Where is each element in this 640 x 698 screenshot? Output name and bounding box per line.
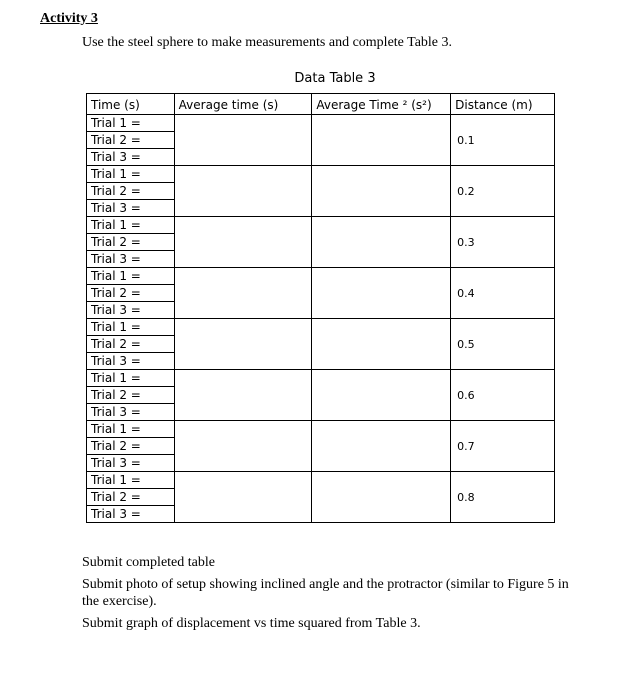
table-header-row xyxy=(87,94,555,115)
table-row xyxy=(87,166,555,183)
average-time-squared-cell[interactable] xyxy=(312,421,451,472)
trial-label: Trial 3 = xyxy=(87,200,175,217)
table-row xyxy=(87,319,555,336)
trial-label: Trial 2 = xyxy=(87,336,175,353)
header-average-time-squared: Average Time ² (s²) xyxy=(312,94,451,115)
footer-submit-graph: Submit graph of displacement vs time squared from Table 3. xyxy=(82,616,421,631)
distance-cell: 0.6 xyxy=(451,370,555,421)
activity-instruction: Use the steel sphere to make measurements and complete Table 3. xyxy=(82,35,453,50)
average-time-cell[interactable] xyxy=(174,268,312,319)
average-time-cell[interactable] xyxy=(174,166,312,217)
trial-label: Trial 2 = xyxy=(87,438,175,455)
average-time-cell[interactable] xyxy=(174,472,312,523)
average-time-squared-cell[interactable] xyxy=(312,217,451,268)
average-time-squared-cell[interactable] xyxy=(312,115,451,166)
trial-label: Trial 3 = xyxy=(87,506,175,523)
average-time-cell[interactable] xyxy=(174,421,312,472)
average-time-squared-cell[interactable] xyxy=(312,370,451,421)
trial-label: Trial 2 = xyxy=(87,285,175,302)
table-row xyxy=(87,268,555,285)
trial-label: Trial 2 = xyxy=(87,489,175,506)
table-body xyxy=(87,115,555,523)
trial-label: Trial 3 = xyxy=(87,149,175,166)
table-row xyxy=(87,115,555,132)
distance-cell: 0.1 xyxy=(451,115,555,166)
distance-cell: 0.3 xyxy=(451,217,555,268)
distance-cell: 0.4 xyxy=(451,268,555,319)
average-time-cell[interactable] xyxy=(174,319,312,370)
header-time: Time (s) xyxy=(87,94,175,115)
trial-label: Trial 1 = xyxy=(87,166,175,183)
trial-label: Trial 3 = xyxy=(87,455,175,472)
trial-label: Trial 1 = xyxy=(87,421,175,438)
trial-label: Trial 1 = xyxy=(87,115,175,132)
trial-label: Trial 1 = xyxy=(87,370,175,387)
trial-label: Trial 3 = xyxy=(87,302,175,319)
header-distance: Distance (m) xyxy=(451,94,555,115)
average-time-cell[interactable] xyxy=(174,217,312,268)
header-average-time: Average time (s) xyxy=(174,94,312,115)
table-row xyxy=(87,472,555,489)
distance-cell: 0.2 xyxy=(451,166,555,217)
trial-label: Trial 3 = xyxy=(87,353,175,370)
average-time-cell[interactable] xyxy=(174,370,312,421)
trial-label: Trial 1 = xyxy=(87,268,175,285)
data-table-3 xyxy=(86,93,555,523)
average-time-squared-cell[interactable] xyxy=(312,166,451,217)
trial-label: Trial 2 = xyxy=(87,234,175,251)
trial-label: Trial 1 = xyxy=(87,472,175,489)
trial-label: Trial 2 = xyxy=(87,132,175,149)
footer-submit-photo: Submit photo of setup showing inclined angle and the protractor (similar to Figure 5 in the exercise). xyxy=(82,577,569,609)
average-time-squared-cell[interactable] xyxy=(312,319,451,370)
trial-label: Trial 3 = xyxy=(87,251,175,268)
distance-cell: 0.8 xyxy=(451,472,555,523)
distance-cell: 0.7 xyxy=(451,421,555,472)
table-row xyxy=(87,217,555,234)
trial-label: Trial 1 = xyxy=(87,319,175,336)
table-caption: Data Table 3 xyxy=(294,71,376,86)
trial-label: Trial 2 = xyxy=(87,183,175,200)
trial-label: Trial 2 = xyxy=(87,387,175,404)
footer-submit-table: Submit completed table xyxy=(82,555,215,570)
table-row xyxy=(87,370,555,387)
average-time-cell[interactable] xyxy=(174,115,312,166)
trial-label: Trial 3 = xyxy=(87,404,175,421)
average-time-squared-cell[interactable] xyxy=(312,472,451,523)
average-time-squared-cell[interactable] xyxy=(312,268,451,319)
trial-label: Trial 1 = xyxy=(87,217,175,234)
activity-heading: Activity 3 xyxy=(40,11,98,26)
table-row xyxy=(87,421,555,438)
distance-cell: 0.5 xyxy=(451,319,555,370)
